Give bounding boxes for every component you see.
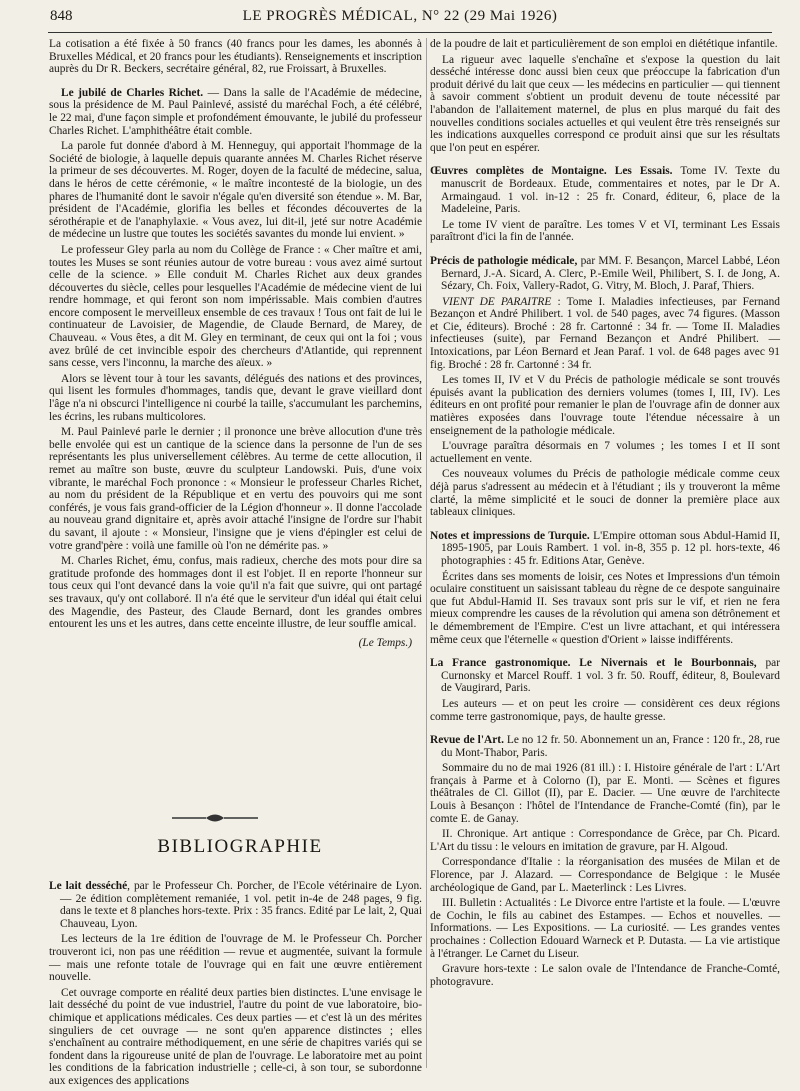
book-title: Œuvres complètes de Montaigne. Les Essais. [430, 165, 673, 178]
paragraph: Les lecteurs de la 1re édition de l'ouvrage de M. le Professeur Ch. Porcher trouveront ici, non pas une réédition — revue et augmentée, suivant la formule — mais une refonte totale de l'ouvrage qui en fait une œuvre entièrement nouvelle. [49, 933, 422, 984]
left-column-bibliography [49, 880, 422, 1091]
book-title: Revue de l'Art. [430, 734, 504, 747]
page-number: 848 [50, 8, 73, 24]
paragraph: Les auteurs — et on peut les croire — considèrent ces deux régions comme terre gastronomique, pays, de haulte gresse. [430, 697, 780, 723]
paragraph: Gravure hors-texte : Le salon ovale de l'Intendance de Franche-Comté, photogravure. [430, 963, 780, 988]
paragraph: Alors se lèvent tour à tour les savants, délégués des nations et des provinces, qui lisent les formules d'hommages, tandis que, devant le grave vieillard dont l'âge n'a ni obscurci l'intelligence ni courbé la taille, s'accumulant les parchemins, les écrins, les rubans multicolores. [49, 372, 422, 423]
paragraph: de la poudre de lait et particulièrement de son emploi en diététique infantile. [430, 38, 778, 50]
paragraph: M. Paul Painlevé parle le dernier ; il prononce une brève allocution d'une très belle envolée qui est un cantique de la science dans la personne de l'un de ses représentants les plus universellement célèbres. Au terme de cette allocution, il remet au maître son buste, œuvre du sculpteur Landowski. Puis, d'une voix vibrante, le maréchal Foch prononce : « Monsieur le professeur Charles Richet, au nom du président de la République et en vertu des pouvoirs qui me sont conférés, je vous fais grand-officier de la Légion d'honneur ». Il donne l'accolade au nouveau grand dignitaire et, après avoir attaché l'insigne de l'ordre sur l'habit du savant, il ajoute : « Monsieur, l'insigne que je viens d'épingler est celui de votre grand'père : voilà une famille où l'on ne démérite pas. » [49, 426, 422, 552]
book-entry: Précis de pathologie médicale, par MM. F. Besançon, Marcel Labbé, Léon Bernard, J.-A. Sicard, A. Clerc, P.-Emile Weil, Philibert, S. I. de Jong, A. Sézary, Ch. Foix, Vallery-Radot, G. Vitry, M. Bloch, J. Paraf, Thiers. [430, 254, 780, 293]
header-rule [48, 32, 772, 33]
paragraph: La cotisation a été fixée à 50 francs (40 francs pour les dames, les abonnés à Bruxelles Médical, et 20 francs pour les étudiants). Renseignements et inscription auprès du Dr R. Beckers, secrétaire général, 82, rue Froissart, à Bruxelles. [49, 38, 422, 76]
ornament-divider [170, 808, 260, 828]
book-entry: Revue de l'Art. Le no 12 fr. 50. Abonnement un an, France : 120 fr., 28, rue du Mont-Thabor, Paris. [430, 734, 780, 759]
book-title: Le lait desséché [49, 880, 128, 892]
paragraph: III. Bulletin : Actualités : Le Divorce entre l'artiste et la foule. — L'œuvre de Cochin, le fils au cabinet des Estampes. — Echos et nouvelles. — Informations. — Les Expositions. — La curiosité. — Les grandes ventes prochaines : Collection Edouard Warneck et P. Dutasta. — La vie artistique à l'étranger. Le Carnet du Liseur. [430, 897, 780, 960]
paragraph: Cet ouvrage comporte en réalité deux parties bien distinctes. L'une envisage le lait desséché du point de vue industriel, l'autre du point de vue laboratoire, bio-chimique et applications médicales. Ces deux parties — et c'est là un des mérites singuliers de cet ouvrage — ne sont qu'en apparence distinctes ; elles s'enchaînent au contraire méthodiquement, en une série de chapitres variés qui se fondent dans la rigoureuse unité de plan de l'ouvrage. Le laboratoire met au point les conditions de la fabrication industrielle ; celle-ci, à son tour, se subordonne aux exigences des applications [49, 986, 422, 1087]
paragraph: Les tomes II, IV et V du Précis de pathologie médicale se sont trouvés épuisés avant la publication des derniers volumes (tomes I, III, IV). Les éditeurs en ont profité pour remanier le plan de l'ouvrage afin de donner aux matières exposées dans l'ouvrage toute l'étendue nécessaire à un enseignement de la pathologie médicale. [430, 374, 780, 437]
book-title: Précis de pathologie médicale, [430, 254, 578, 267]
right-column [430, 38, 780, 991]
source-citation: (Le Temps.) [358, 636, 412, 649]
running-title: LE PROGRÈS MÉDICAL, N° 22 (29 Mai 1926) [242, 8, 558, 24]
book-entry: Le lait desséché, par le Professeur Ch. Porcher, de l'Ecole vétérinaire de Lyon. — 2e édition complètement remaniée, 1 vol. petit in-4e de 248 pages, 9 fig. dans le texte et 8 planches hors-texte. Prix : 35 francs. Edité par Le lait, 2, Quai Chauveau, Lyon. [49, 880, 422, 930]
article-title: Le jubilé de Charles Richet. [61, 86, 204, 99]
paragraph: M. Charles Richet, ému, confus, mais radieux, cherche des mots pour dire sa gratitude profonde des hommages dont il est l'objet. Il en reporte l'honneur sur tous ceux qui l'ont devancé dans la voie qu'il n'a fait que suivre, qui ont partagé ses travaux, qu'y ont collaboré. Il n'a été que le serviteur d'un idéal qui était celui des Magendie, des Pasteur, des Claude Bernard, dont les grandes ombres entourent les uns et les autres, dans cette enceinte illustre, de leur souffle amical. [49, 555, 422, 631]
paragraph: La parole fut donnée d'abord à M. Henneguy, qui apportait l'hommage de la Société de biologie, à laquelle depuis quarante années M. Charles Richet réserve la primeur de ses découvertes. M. Roger, doyen de la faculté de médecine, salua, dans le héros de cette cérémonie, « le maître incontesté de la biologie, un des phares de l'humanité dont le savoir n'égale qu'en diversité son étendue ». M. Bar, président de l'Académie, glorifia les belles et fécondes découvertes de la sérothérapie et de l'anaphylaxie. « Vous avez, lui dit-il, jeté sur notre Académie de médecine un lustre que toutes les sociétés savantes du monde lui envient. » [49, 140, 422, 241]
book-entry: Œuvres complètes de Montaigne. Les Essais. Tome IV. Texte du manuscrit de Bordeaux. Etude, commentaires et notes, par le Dr A. Armaingaud. 1 vol. in-12 : 25 fr. Conard, éditeur, 6, place de la Madeleine, Paris. [430, 165, 780, 216]
paragraph: L'ouvrage paraîtra désormais en 7 volumes ; les tomes I et II sont actuellement en vente. [430, 440, 780, 465]
running-header [0, 6, 800, 30]
paragraph: La rigueur avec laquelle s'enchaîne et s'expose la question du lait desséché intéresse donc aussi bien ceux que préoccupe la fabrication d'un produit dérivé du lait que ceux — les médecins en particulier — qui tiennent à savoir comment s'obtient un produit devenu de toute nécessité par l'abandon de l'allaitement maternel, de plus en plus marqué du fait des nouvelles conditions sociales actuelles et qui veulent être très renseignés sur les indications auxquelles correspond ce produit ainsi que sur les résultats que l'on peut en espérer. [430, 53, 780, 154]
vient-label: VIENT DE PARAITRE [442, 295, 552, 308]
paragraph: Le professeur Gley parla au nom du Collège de France : « Cher maître et ami, toutes les Muses se sont réunies autour de votre bureau : vous avez aimé surtout celle de la science. » Elle conduit M. Charles Richet aux deux grandes découvertes du siècle, celles pour lesquelles l'Académie de médecine vient de lui rendre hommage, et qui feront son nom impérissable. Mais combien d'autres encore composent le merveilleux ensemble de ces travaux ! Tous ont fait de lui le continuateur de Lavoisier, de Magendie, de Claude Bernard, de Marey, de Chauveau. « Vous êtes, a dit M. Gley en terminant, de ceux qui ont la foi ; vous avez brûlé de cet invincible espoir des chercheurs d'Atlantide, qui reprennent sans cesse, vers l'inconnu, la marche des aïeux. » [49, 243, 422, 370]
paragraph: Le jubilé de Charles Richet. — Dans la salle de l'Académie de médecine, sous la présidence de M. Paul Painlevé, assisté du maréchal Foch, a été célébré, le 22 mai, d'une façon simple et profondément émouvante, le jubilé du professeur Charles Richet. L'amphithéâtre était comble. [49, 86, 422, 137]
book-entry: Notes et impressions de Turquie. L'Empire ottoman sous Abdul-Hamid II, 1895-1905, par Louis Rambert. 1 vol. in-8, 355 p. 12 pl. hors-texte, 46 photographies : 45 fr. Editions Atar, Genève. [430, 529, 780, 567]
left-column [49, 38, 422, 649]
column-separator [426, 38, 427, 1068]
book-title: La France gastronomique. Le Nivernais et le Bourbonnais, [430, 657, 757, 670]
paragraph: II. Chronique. Art antique : Correspondance de Grèce, par Ch. Picard. L'Art du tissu : le velours en imitation de gravure, par H. Algoud. [430, 828, 780, 853]
paragraph: Ces nouveaux volumes du Précis de pathologie médicale comme ceux déjà parus s'adressent au médecin et à l'étudiant ; ils y trouveront la même clarté, la même simplicité et le souci de donner la première place aux tableaux cliniques. [430, 468, 780, 519]
paragraph: Correspondance d'Italie : la réorganisation des musées de Milan et de Florence, par J. Alazard. — Correspondance de Belgique : le Musée archéologique de Gand, par L. Maeterlinck : Les Livres. [430, 856, 780, 894]
bibliography-heading: BIBLIOGRAPHIE [157, 836, 323, 857]
paragraph: Écrites dans ses moments de loisir, ces Notes et Impressions d'un témoin oculaire constituent un saisissant tableau du règne de ce despote sanguinaire que fut Abdul-Hamid II. Ses travaux sont pris sur le vif, et rien ne fera mieux comprendre les causes de la révolution qui amena son détrônement et le démembrement de l'Empire. C'est un livre attachant, et qui intéressera même ceux que l'éternelle « question d'Orient » laisse indifférents. [430, 570, 780, 646]
book-entry: La France gastronomique. Le Nivernais et le Bourbonnais, par Curnonsky et Marcel Rouff. 1 vol. 3 fr. 50. Rouff, éditeur, 8, Boulevard de Vaugirard, Paris. [430, 657, 780, 695]
paragraph: Le tome IV vient de paraître. Les tomes V et VI, terminant Les Essais paraîtront d'ici la fin de l'année. [430, 218, 780, 244]
paragraph: VIENT DE PARAITRE : Tome I. Maladies infectieuses, par Fernand Bezançon et André Philibert. 1 vol. de 540 pages, avec 74 figures. (Masson et Cie, éditeurs). Broché : 28 fr. Cartonné : 34 fr. — Tome II. Maladies infectieuses (suite), par Fernand Bezançon et André Philibert. — Intoxications, par Léon Bernard et Jean Paraf. 1 vol. de 648 pages avec 91 fig. Broché : 28 fr. Cartonné : 34 fr. [430, 295, 780, 371]
book-title: Notes et impressions de Turquie. [430, 529, 590, 542]
paragraph: Sommaire du no de mai 1926 (81 ill.) : I. Histoire générale de l'art : L'Art français à Parme et à Colorno (I), par E. Monti. — Scènes et figures théâtrales de Cl. Gillot (II), par E. Dacier. — Une œuvre de l'architecte Louis à Besançon : l'hôtel de l'Intendance de Franche-Comté (fin), par le comte E. de Ganay. [430, 762, 780, 825]
